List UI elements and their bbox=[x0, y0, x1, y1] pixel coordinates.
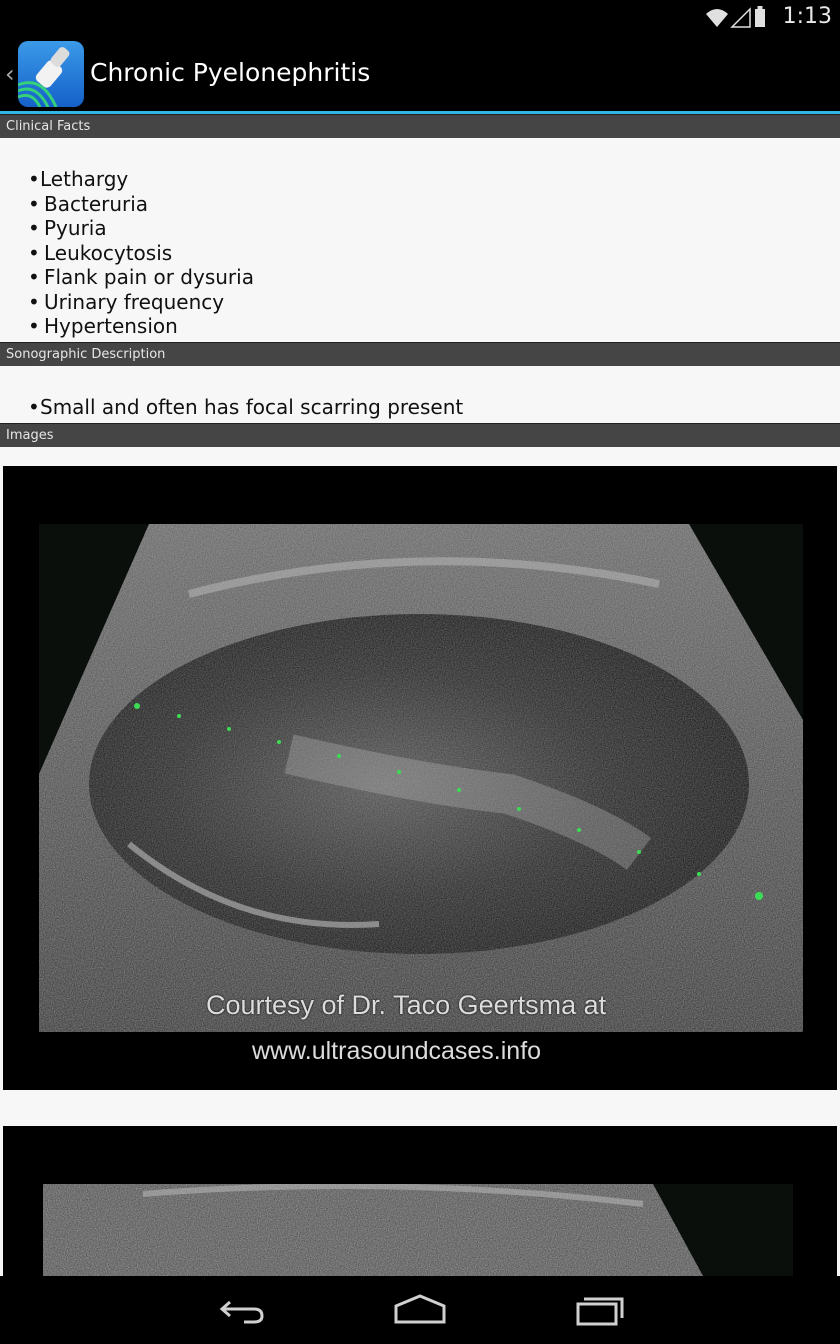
bullet: • bbox=[28, 395, 40, 419]
signal-icon bbox=[732, 9, 750, 27]
list-item bbox=[0, 216, 840, 241]
recent-apps-icon[interactable] bbox=[576, 1294, 626, 1326]
chevron-left-icon[interactable]: ‹ bbox=[5, 60, 15, 88]
bullet: • bbox=[28, 314, 40, 338]
section-header-images: Images bbox=[0, 423, 840, 447]
bullet: • bbox=[28, 167, 40, 191]
clinical-facts-list bbox=[0, 167, 840, 339]
list-item bbox=[0, 290, 840, 315]
list-item-text: Pyuria bbox=[44, 216, 107, 240]
list-item bbox=[0, 167, 840, 192]
bullet: • bbox=[28, 240, 40, 265]
status-icons bbox=[704, 6, 766, 30]
ultrasound-scan bbox=[39, 524, 803, 1032]
bullet: • bbox=[28, 216, 40, 240]
image-caption-credit: Courtesy of Dr. Taco Geertsma at bbox=[206, 990, 607, 1020]
list-item bbox=[0, 241, 840, 266]
list-item-text: Flank pain or dysuria bbox=[44, 265, 254, 289]
battery-icon bbox=[755, 6, 765, 27]
home-icon[interactable] bbox=[394, 1294, 446, 1326]
list-item bbox=[0, 314, 840, 339]
ultrasound-image-2[interactable] bbox=[3, 1126, 837, 1276]
list-item bbox=[0, 395, 840, 420]
list-item-text: Bacteruria bbox=[44, 191, 149, 216]
list-item bbox=[0, 265, 840, 290]
ultrasound-scan bbox=[43, 1184, 793, 1276]
list-item-text: Small and often has focal scarring present bbox=[40, 395, 464, 419]
back-icon[interactable] bbox=[218, 1294, 266, 1326]
bullet: • bbox=[28, 191, 40, 216]
section-header-sonographic-description: Sonographic Description bbox=[0, 342, 840, 366]
navigation-bar bbox=[0, 1276, 840, 1344]
section-header-clinical-facts: Clinical Facts bbox=[0, 114, 840, 138]
bullet: • bbox=[28, 265, 40, 289]
list-item-text: Leukocytosis bbox=[44, 240, 173, 265]
list-item bbox=[0, 192, 840, 217]
sonographic-description-list bbox=[0, 395, 840, 420]
image-caption-url: www.ultrasoundcases.info bbox=[252, 1037, 542, 1065]
list-item-text: Hypertension bbox=[44, 314, 178, 338]
list-item-text: Lethargy bbox=[40, 167, 129, 191]
ultrasound-probe-icon[interactable] bbox=[18, 41, 84, 107]
status-bar bbox=[0, 0, 840, 36]
page-title: Chronic Pyelonephritis bbox=[90, 58, 371, 87]
status-time: 1:13 bbox=[782, 4, 832, 29]
wifi-icon bbox=[706, 9, 728, 27]
list-item-text: Urinary frequency bbox=[44, 289, 225, 314]
ultrasound-image-1[interactable] bbox=[3, 466, 837, 1090]
action-bar bbox=[0, 36, 840, 114]
bullet: • bbox=[28, 289, 40, 314]
